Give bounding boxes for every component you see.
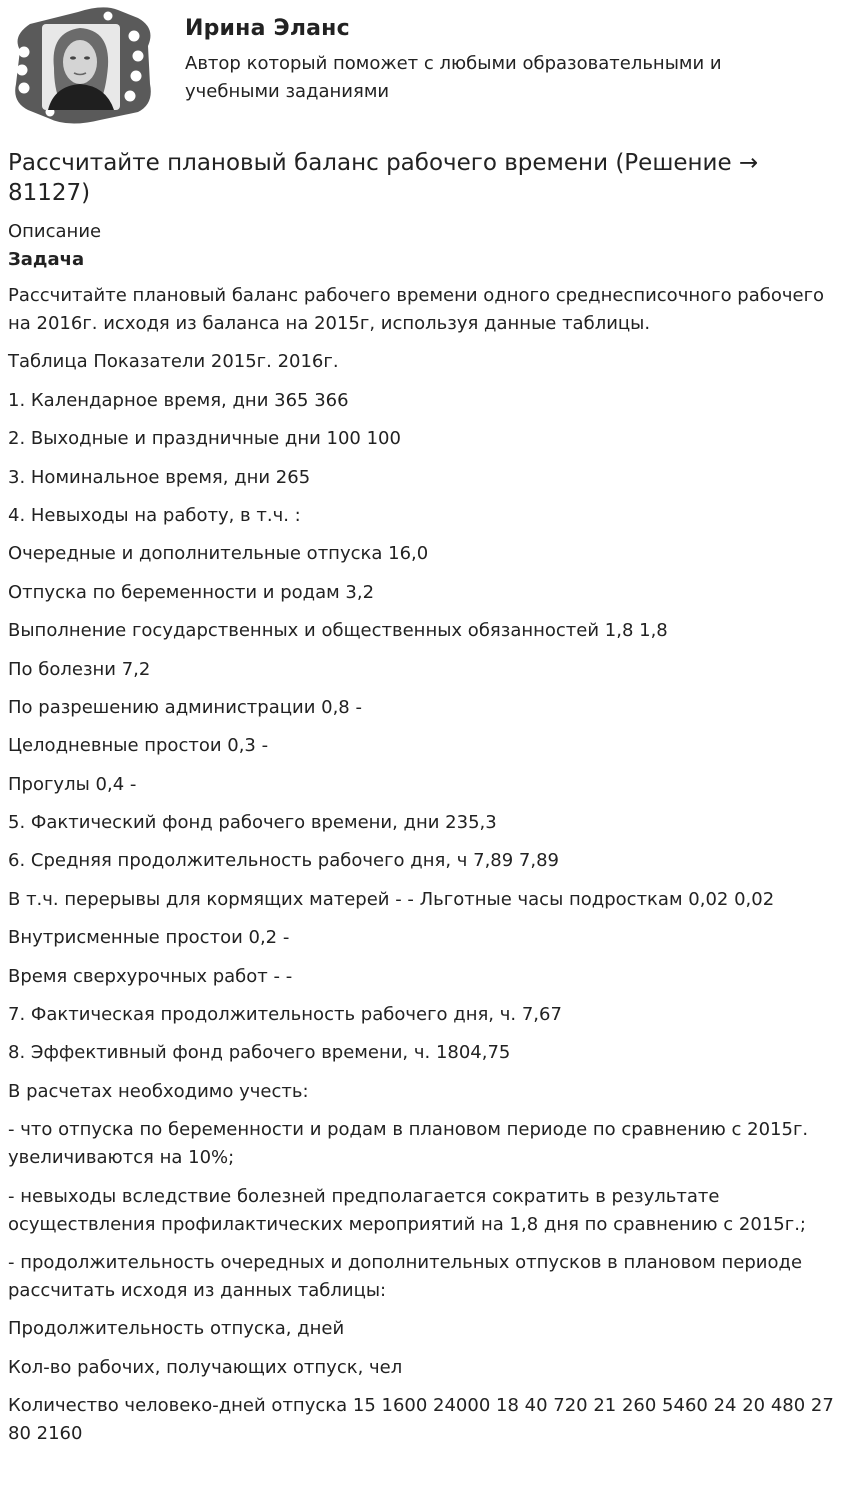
task-paragraph: Прогулы 0,4 - bbox=[8, 773, 137, 795]
task-paragraph: 7. Фактическая продолжительность рабочего дня, ч. 7,67 bbox=[8, 1004, 562, 1026]
task-paragraph: Выполнение государственных и общественных обязанностей 1,8 1,8 bbox=[8, 620, 668, 642]
task-paragraph: В т.ч. перерывы для кормящих матерей - - Льготные часы подросткам 0,02 0,02 bbox=[8, 888, 775, 910]
author-name[interactable]: Ирина Эланс bbox=[185, 16, 350, 41]
task-paragraph: 4. Невыходы на работу, в т.ч. : bbox=[8, 504, 301, 526]
task-paragraph: Таблица Показатели 2015г. 2016г. bbox=[8, 351, 339, 373]
description-label: Описание bbox=[8, 221, 102, 242]
task-text bbox=[8, 282, 840, 1448]
task-paragraph: 2. Выходные и праздничные дни 100 100 bbox=[8, 428, 401, 450]
task-paragraph: 3. Номинальное время, дни 265 bbox=[8, 466, 311, 488]
task-paragraph: В расчетах необходимо учесть: bbox=[8, 1080, 309, 1102]
task-paragraph: Количество человеко-дней отпуска 15 1600 24000 18 40 720 21 260 5460 24 20 480 27 80 2160 bbox=[8, 1395, 834, 1445]
task-paragraph: Время сверхурочных работ - - bbox=[8, 965, 293, 987]
task-paragraph: 5. Фактический фонд рабочего времени, дни 235,3 bbox=[8, 812, 497, 834]
task-paragraph: - невыходы вследствие болезней предполагается сократить в результате осуществления профилактических мероприятий на 1,8 дня по сравнению с 2015г.; bbox=[8, 1185, 806, 1235]
task-paragraph: - что отпуска по беременности и родам в плановом периоде по сравнению с 2015г. увеличиваются на 10%; bbox=[8, 1119, 809, 1169]
task-paragraph: Отпуска по беременности и родам 3,2 bbox=[8, 581, 375, 603]
page-title: Рассчитайте плановый баланс рабочего времени (Решение → 81127) bbox=[8, 150, 759, 206]
task-paragraph: Кол-во рабочих, получающих отпуск, чел bbox=[8, 1356, 403, 1378]
task-paragraph: 8. Эффективный фонд рабочего времени, ч. 1804,75 bbox=[8, 1042, 511, 1064]
task-paragraph: Очередные и дополнительные отпуска 16,0 bbox=[8, 543, 429, 565]
author-card bbox=[8, 6, 838, 126]
task-paragraph: 6. Средняя продолжительность рабочего дня, ч 7,89 7,89 bbox=[8, 850, 559, 872]
task-paragraph: Рассчитайте плановый баланс рабочего времени одного среднесписочного рабочего на 2016г. исходя из баланса на 2015г, используя данные таблицы. bbox=[8, 285, 825, 334]
task-paragraph: Продолжительность отпуска, дней bbox=[8, 1318, 345, 1340]
task-paragraph: - продолжительность очередных и дополнительных отпусков в плановом периоде рассчитать исходя из данных таблицы: bbox=[8, 1251, 803, 1301]
task-paragraph: Целодневные простои 0,3 - bbox=[8, 735, 269, 757]
task-paragraph: 1. Календарное время, дни 365 366 bbox=[8, 389, 349, 411]
task-paragraph: По разрешению администрации 0,8 - bbox=[8, 696, 362, 718]
task-label: Задача bbox=[8, 249, 85, 270]
task-content bbox=[8, 148, 840, 1459]
task-paragraph: По болезни 7,2 bbox=[8, 658, 151, 680]
author-avatar[interactable] bbox=[8, 6, 153, 124]
task-paragraph: Внутрисменные простои 0,2 - bbox=[8, 927, 290, 949]
author-description: Автор который поможет с любыми образовательными и учебными заданиями bbox=[185, 53, 722, 102]
